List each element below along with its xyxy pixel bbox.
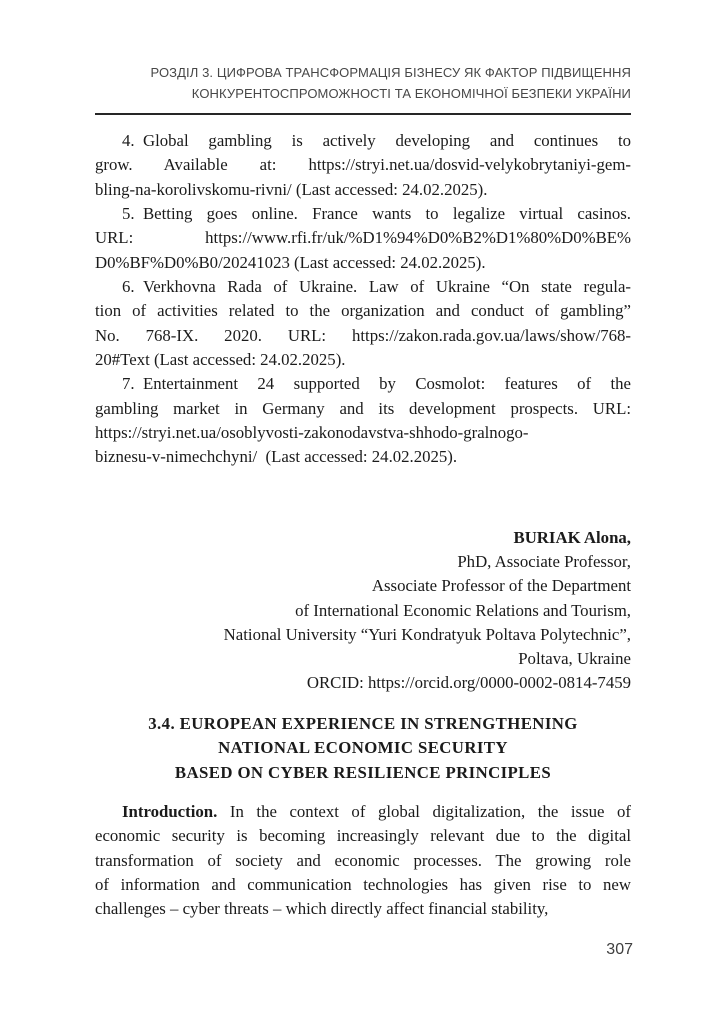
text-line: grow. Available at: https://stryi.net.ua/dosvid-velykobrytaniyi-gem- xyxy=(95,155,631,175)
running-head-line2: КОНКУРЕНТОСПРОМОЖНОСТІ ТА ЕКОНОМІЧНОЇ БЕЗПЕКИ УКРАЇНИ xyxy=(191,86,631,101)
text-line: No. 768-IX. 2020. URL: https://zakon.rada.gov.ua/laws/show/768- xyxy=(95,325,631,345)
text-line: https://stryi.net.ua/osoblyvosti-zakonodavstva-shhodo-gralnogo- xyxy=(95,423,529,443)
text-line: 4. Global gambling is actively developing and continues to xyxy=(122,131,631,150)
author-block xyxy=(95,526,631,695)
text-line: transformation of society and economic processes. The growing role xyxy=(95,850,631,870)
reference-item-6 xyxy=(95,275,631,372)
text-line: challenges – cyber threats – which directly affect financial stability, xyxy=(95,899,549,919)
section-title-line3: BASED ON CYBER RESILIENCE PRINCIPLES xyxy=(174,762,552,782)
text-line: tion of activities related to the organization and conduct of gambling” xyxy=(95,301,631,321)
text-line: bling-na-korolivskomu-rivni/ (Last accessed: 24.02.2025). xyxy=(95,179,488,199)
section-title-line1: 3.4. EUROPEAN EXPERIENCE IN STRENGTHENING xyxy=(148,714,578,733)
text-line: URL: https://www.rfi.fr/uk/%D1%94%D0%B2%D1%80%D0%BE% xyxy=(95,228,631,248)
running-head-line1: РОЗДІЛ 3. ЦИФРОВА ТРАНСФОРМАЦІЯ БІЗНЕСУ ЯК ФАКТОР ПІДВИЩЕННЯ xyxy=(150,65,631,80)
running-head xyxy=(95,62,631,104)
section-title-line2: NATIONAL ECONOMIC SECURITY xyxy=(218,738,508,758)
author-degree: PhD, Associate Professor, xyxy=(457,552,631,572)
introduction-line1-rest: In the context of global digitalization, the issue of xyxy=(217,802,631,821)
page-number: 307 xyxy=(606,941,633,958)
text-line xyxy=(95,800,631,824)
introduction-lead: Introduction. xyxy=(122,802,218,821)
author-position-line2: of International Economic Relations and Tourism, xyxy=(295,600,631,620)
text-line: 20#Text (Last accessed: 24.02.2025). xyxy=(95,350,346,370)
text-line: gambling market in Germany and its development prospects. URL: xyxy=(95,398,631,418)
author-location: Poltava, Ukraine xyxy=(518,649,631,669)
text-line: 7. Entertainment 24 supported by Cosmolot: features of the xyxy=(122,374,631,394)
reference-list xyxy=(95,129,631,470)
text-line: 5. Betting goes online. France wants to legalize virtual casinos. xyxy=(122,204,631,224)
author-orcid: ORCID: https://orcid.org/0000-0002-0814-7459 xyxy=(306,673,631,693)
text-line: 6. Verkhovna Rada of Ukraine. Law of Ukraine “On state regula- xyxy=(122,277,631,297)
text-line: economic security is becoming increasingly relevant due to the digital xyxy=(95,826,631,846)
reference-item-7 xyxy=(95,372,631,469)
section-title xyxy=(95,712,631,785)
reference-item-5 xyxy=(95,202,631,275)
reference-item-4 xyxy=(95,129,631,202)
author-name: BURIAK Alona, xyxy=(513,528,631,547)
author-affiliation: National University “Yuri Kondratyuk Poltava Polytechnic”, xyxy=(223,624,631,644)
text-line: D0%BF%D0%B0/20241023 (Last accessed: 24.02.2025). xyxy=(95,252,486,272)
header-rule xyxy=(95,113,631,115)
introduction-paragraph xyxy=(95,800,631,922)
author-position-line1: Associate Professor of the Department xyxy=(371,576,631,596)
text-line: biznesu-v-nimechchyni/ (Last accessed: 24.02.2025). xyxy=(95,447,458,467)
text-line: of information and communication technologies has given rise to new xyxy=(95,875,631,895)
